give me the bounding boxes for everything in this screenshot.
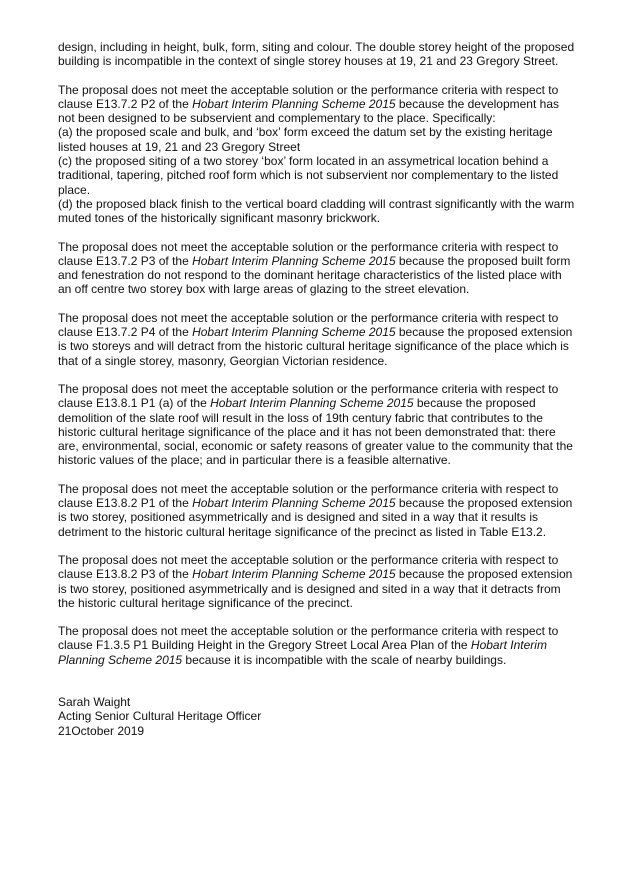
list-item-c: (c) the proposed siting of a two storey ‘box’ form located in an assymetrical location behind a traditional, tapering, pitched roof form which is not subservient nor complementary to the listed place. [58, 154, 559, 197]
list-item-d: (d) the proposed black finish to the vertical board cladding will contrast significantly with the warm muted tones of the historically significant masonry brickwork. [58, 196, 575, 226]
scheme-title: Hobart Interim Planning Scheme 2015 [192, 325, 396, 340]
signature-block [58, 695, 578, 738]
scheme-title: Hobart Interim Planning Scheme 2015 [210, 396, 414, 411]
list-item-a: (a) the proposed scale and bulk, and ‘box’ form exceed the datum set by the existing heritage listed houses at 19, 21 and 23 Gregory Street [58, 125, 553, 154]
scheme-title: Hobart Interim Planning Scheme 2015 [192, 567, 396, 582]
paragraph-e13-7-2-p2: The proposal does not meet the acceptable solution or the performance criteria with respect to clause E13.7.2 P2 of the Hobart Interim Planning Scheme 2015 because the development has not been designed to be subservient and complementary to the place. Specifically: (a) the proposed scale and bulk, and ‘box’ form exceed the datum set by the existing heritage listed houses at 19, 21 and 23 Gregory Street (c) the proposed siting of a two storey ‘box’ form located in an assymetrical location behind a traditional, tapering, pitched roof form which is not subservient nor complementary to the listed place. (d) the proposed black finish to the vertical board cladding will contrast significantly with the warm muted tones of the historically significant masonry brickwork. [58, 82, 575, 226]
signature-name: Sarah Waight [58, 694, 131, 709]
paragraph-e13-8-2-p1: The proposal does not meet the acceptable solution or the performance criteria with respect to clause E13.8.2 P1 of the Hobart Interim Planning Scheme 2015 because the proposed extension is two storey, positioned asymmetrically and is designed and sited in a way that it results is detriment to the historic cultural heritage significance of the precinct as listed in Table E13.2. [58, 481, 573, 539]
scheme-title: Hobart Interim Planning Scheme 2015 [192, 496, 396, 511]
paragraph-e13-8-2-p3: The proposal does not meet the acceptable solution or the performance criteria with respect to clause E13.8.2 P3 of the Hobart Interim Planning Scheme 2015 because the proposed extension is two storey, positioned asymmetrically and is designed and sited in a way that it detracts from the historic cultural heritage significance of the precinct. [58, 552, 573, 610]
paragraph-e13-8-1-p1: The proposal does not meet the acceptable solution or the performance criteria with respect to clause E13.8.1 P1 (a) of the Hobart Interim Planning Scheme 2015 because the proposed demolition of the slate roof will result in the loss of 19th century fabric that contributes to the historic cultural heritage significance of the place and it has not been demonstrated that: there are, environmental, social, economic or safety reasons of greater value to the community that the historic values of the place; and in particular there is a feasible alternative. [58, 381, 573, 468]
paragraph-intro: design, including in height, bulk, form, siting and colour. The double storey height of the proposed building is incompatible in the context of single storey houses at 19, 21 and 23 Gregory Street. [58, 40, 575, 69]
scheme-title: Hobart Interim Planning Scheme 2015 [58, 638, 547, 667]
signature-date: 21October 2019 [58, 723, 145, 738]
paragraph-e13-7-2-p3: The proposal does not meet the acceptable solution or the performance criteria with respect to clause E13.7.2 P3 of the Hobart Interim Planning Scheme 2015 because the proposed built form and fenestration do not respond to the dominant heritage characteristics of the listed place with an off centre two storey box with large areas of glazing to the street elevation. [58, 239, 571, 297]
scheme-title: Hobart Interim Planning Scheme 2015 [192, 96, 396, 111]
document-page [58, 40, 578, 738]
signature-title: Acting Senior Cultural Heritage Officer [58, 709, 262, 724]
paragraph-f1-3-5-p1: The proposal does not meet the acceptable solution or the performance criteria with respect to clause F1.3.5 P1 Building Height in the Gregory Street Local Area Plan of the Hobart Interim Planning Scheme 2015 because it is incompatible with the scale of nearby buildings. [58, 624, 559, 667]
paragraph-e13-7-2-p4: The proposal does not meet the acceptable solution or the performance criteria with respect to clause E13.7.2 P4 of the Hobart Interim Planning Scheme 2015 because the proposed extension is two storeys and will detract from the historic cultural heritage significance of the place which is that of a single storey, masonry, Georgian Victorian residence. [58, 310, 573, 368]
scheme-title: Hobart Interim Planning Scheme 2015 [192, 253, 396, 268]
